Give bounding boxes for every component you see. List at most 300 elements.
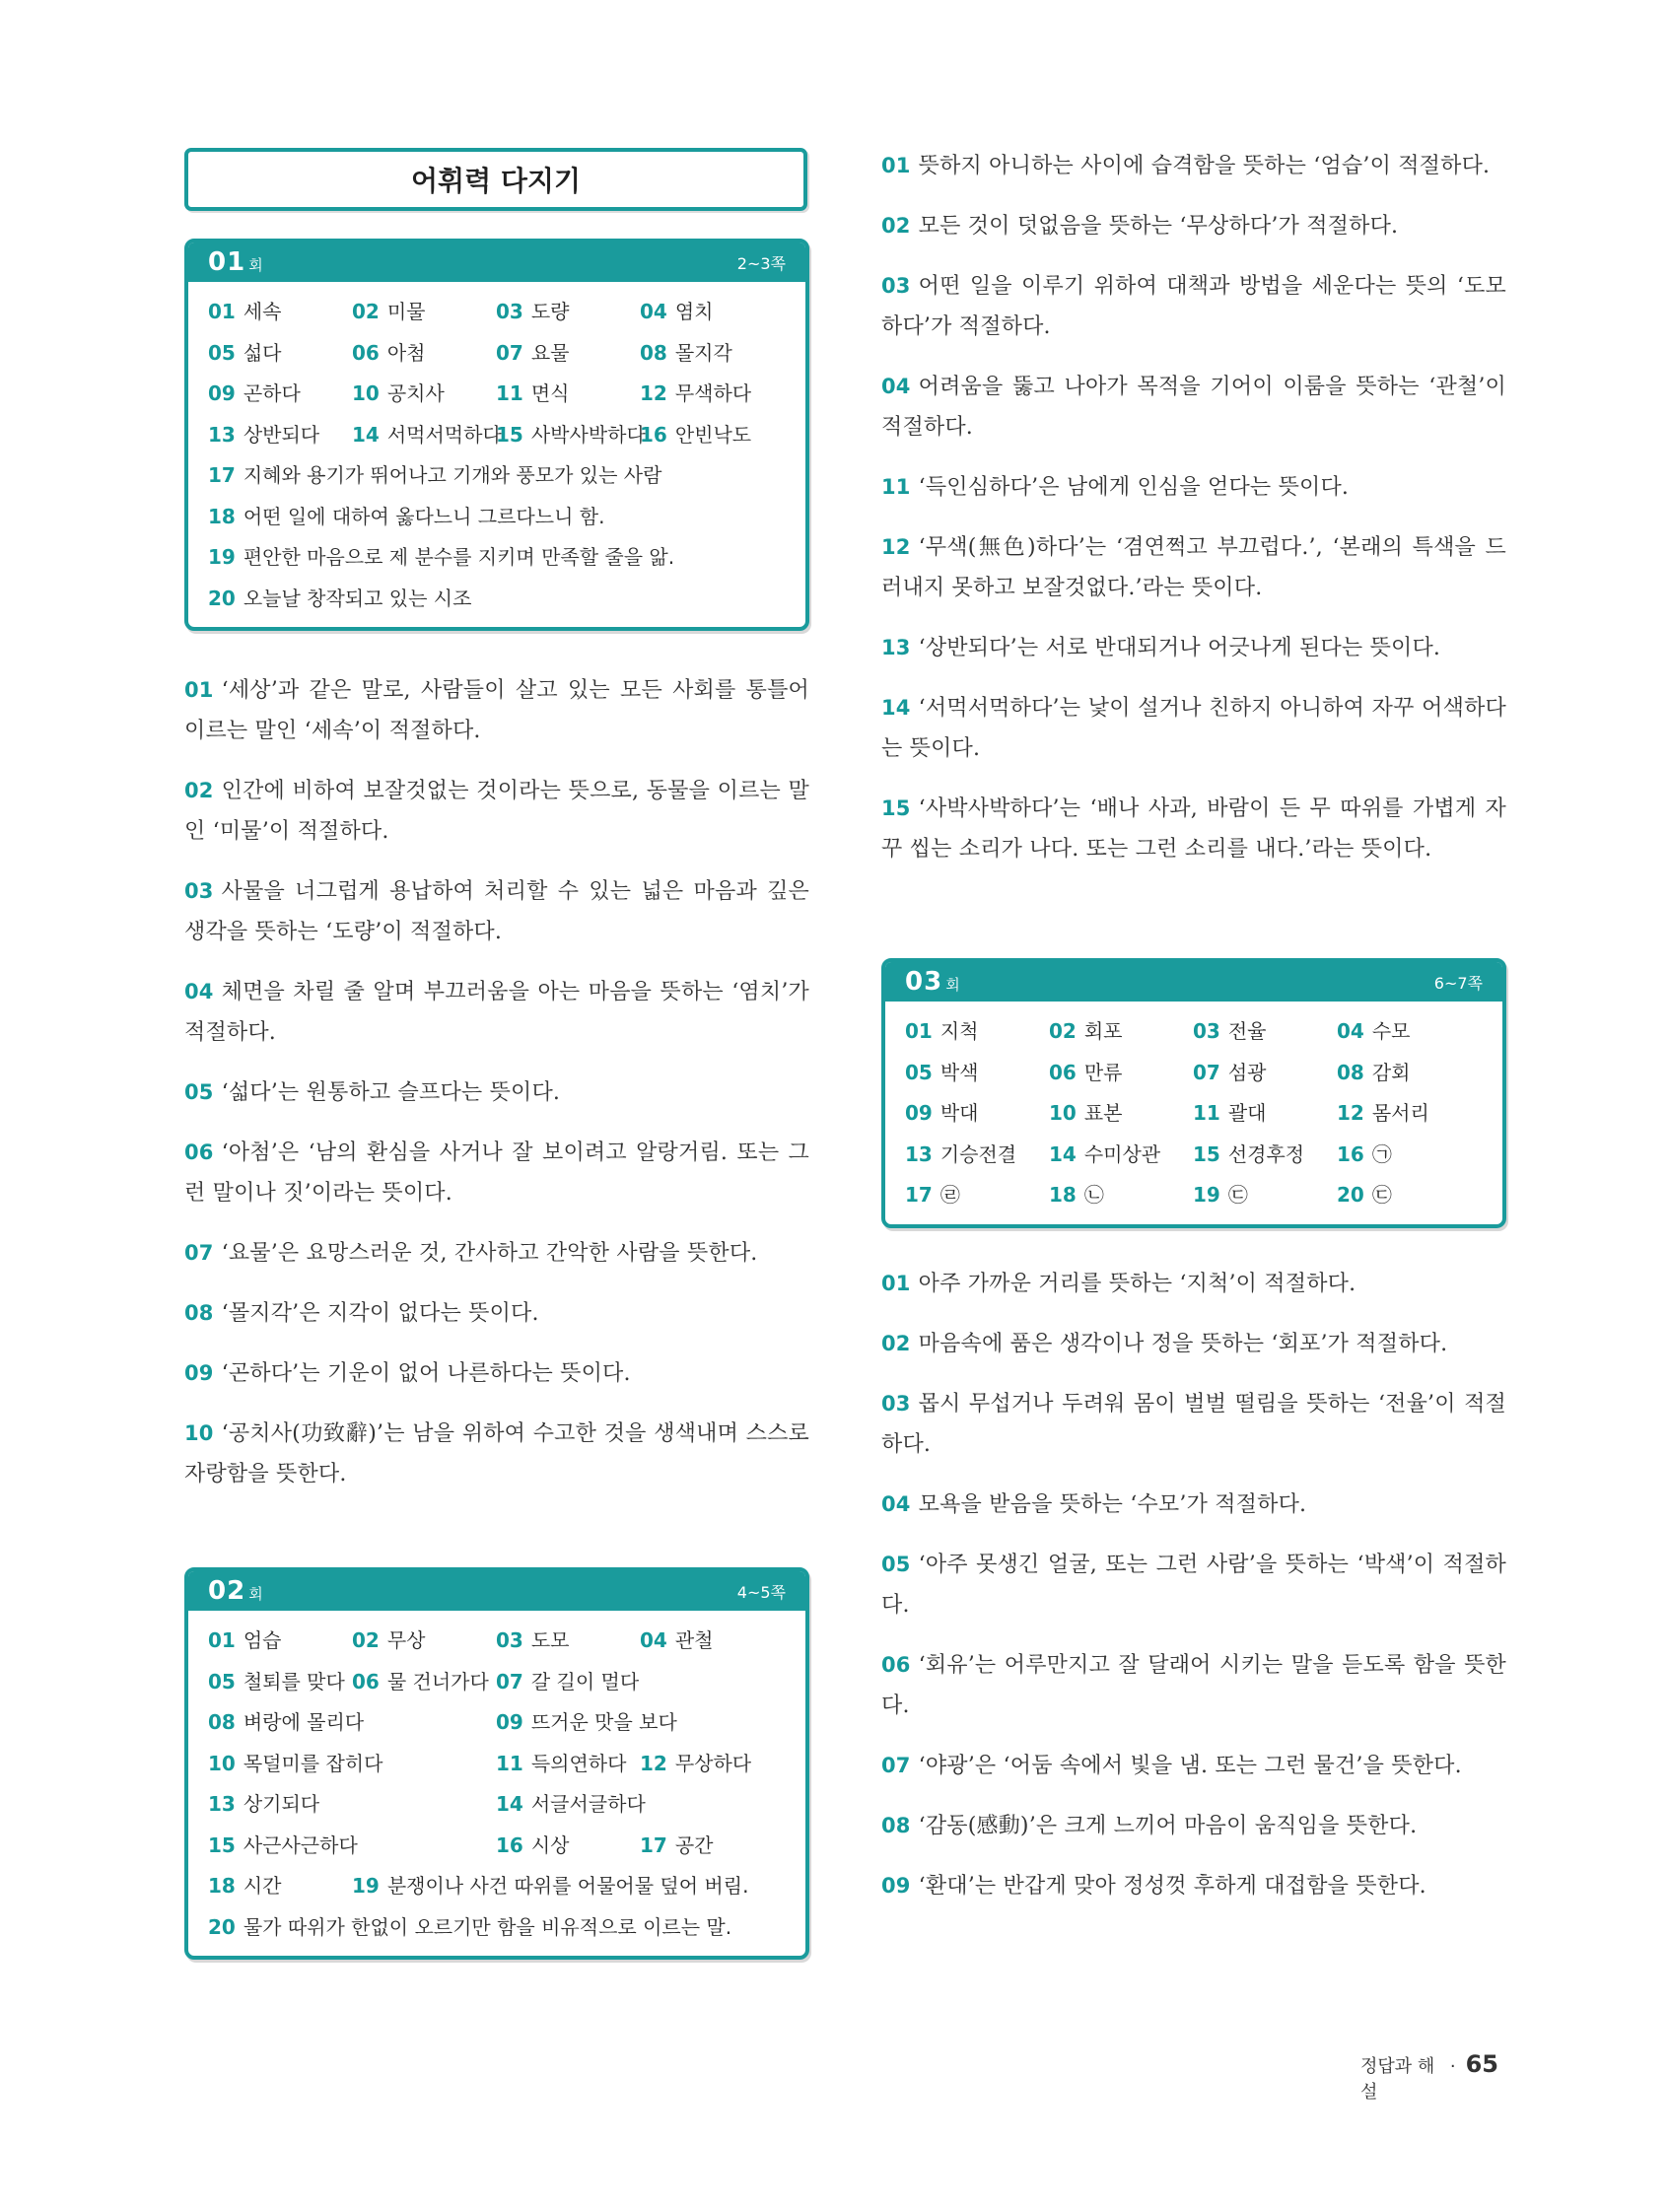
item-number: 03 — [496, 1628, 523, 1653]
answer-row — [905, 1091, 1483, 1133]
item-number: 11 — [1193, 1101, 1220, 1126]
answer-row — [208, 1905, 786, 1947]
round-number: 03 — [905, 967, 943, 997]
item-number: 01 — [208, 1628, 236, 1653]
item-answer: 몰지각 — [674, 340, 732, 365]
item-answer: 물가 따위가 한없이 오르기만 함을 비유적으로 이르는 말. — [243, 1914, 732, 1939]
item-answer: 상기되다 — [243, 1792, 320, 1817]
answer-item — [1049, 1097, 1193, 1126]
item-number: 05 — [208, 1669, 236, 1694]
explanation-number: 03 — [184, 879, 214, 903]
answer-item — [496, 1748, 640, 1776]
item-answer: 표본 — [1083, 1101, 1123, 1126]
item-answer: 관철 — [674, 1628, 714, 1653]
item-number: 06 — [352, 340, 380, 365]
round-label — [905, 967, 960, 997]
item-number: 07 — [496, 1669, 523, 1694]
answer-item — [496, 1788, 784, 1817]
answer-row — [208, 1660, 786, 1701]
explanation-number: 07 — [881, 1753, 911, 1777]
item-number: 03 — [496, 300, 523, 324]
round-02-answer-box — [184, 1567, 809, 1960]
explanation-item — [881, 146, 1506, 186]
round-suffix: 회 — [945, 976, 960, 994]
explanation-item — [881, 467, 1506, 508]
item-answer: 무상하다 — [674, 1751, 752, 1775]
explanation-item — [184, 1133, 809, 1213]
answer-item — [208, 459, 661, 488]
item-number: 19 — [1193, 1183, 1220, 1208]
answer-item — [640, 296, 784, 324]
item-answer: 괄대 — [1227, 1101, 1267, 1126]
answer-grid — [188, 282, 805, 627]
answer-item — [640, 419, 784, 448]
answer-item — [496, 296, 640, 324]
item-answer: 박색 — [939, 1060, 979, 1084]
item-answer: 공간 — [674, 1832, 714, 1857]
round-header — [188, 1571, 805, 1611]
item-answer: 갈 길이 멀다 — [530, 1669, 640, 1694]
explanation-number: 03 — [881, 274, 911, 298]
explanation-text: 모든 것이 덧없음을 뜻하는 ‘무상하다’가 적절하다. — [918, 214, 1399, 239]
explanation-text: ‘섧다’는 원통하고 슬프다는 뜻이다. — [221, 1080, 561, 1105]
page-range: 2~3쪽 — [736, 253, 786, 273]
explanation-text: ‘야광’은 ‘어둠 속에서 빛을 냄. 또는 그런 물건’을 뜻한다. — [918, 1753, 1462, 1778]
item-answer: 물 건너가다 — [386, 1669, 489, 1694]
explanation-number: 02 — [184, 779, 214, 802]
explanation-number: 09 — [184, 1361, 214, 1385]
item-answer: ㉢ — [1227, 1183, 1248, 1208]
explanation-number: 15 — [881, 796, 911, 820]
explanation-number: 02 — [881, 214, 911, 238]
round-suffix: 회 — [248, 1585, 263, 1603]
item-number: 12 — [640, 1751, 667, 1775]
item-number: 02 — [1049, 1019, 1077, 1044]
answer-item — [208, 1624, 352, 1653]
item-answer: 안빈낙도 — [674, 422, 752, 447]
item-answer: 도량 — [530, 300, 570, 324]
explanation-item — [881, 1485, 1506, 1525]
item-answer: 요물 — [530, 340, 570, 365]
explanation-item — [881, 1806, 1506, 1846]
explanation-text: ‘사박사박하다’는 ‘배나 사과, 바람이 든 무 따위를 가볍게 자꾸 씹는 소리가 나다. 또는 그런 소리를 내다.’라는 뜻이다. — [881, 796, 1506, 862]
item-number: 01 — [208, 300, 236, 324]
item-number: 09 — [208, 381, 236, 406]
item-number: 10 — [352, 381, 380, 406]
item-number: 20 — [208, 586, 236, 610]
item-answer: 염치 — [674, 300, 714, 324]
answer-item — [208, 501, 604, 529]
item-answer: 사근사근하다 — [243, 1832, 358, 1857]
explanation-number: 05 — [881, 1552, 911, 1576]
answer-item — [1049, 1139, 1193, 1167]
item-answer: 지혜와 용기가 뛰어나고 기개와 풍모가 있는 사람 — [243, 463, 662, 488]
answer-item — [1049, 1179, 1193, 1208]
answer-item — [1193, 1015, 1337, 1044]
round-header — [188, 242, 805, 282]
footer-label: 정답과 해설 — [1360, 2056, 1435, 2103]
item-number: 18 — [208, 1874, 236, 1899]
explanation-number: 04 — [881, 375, 911, 398]
explanation-text: ‘요물’은 요망스러운 것, 간사하고 간악한 사람을 뜻한다. — [221, 1241, 758, 1266]
item-number: 06 — [1049, 1060, 1077, 1084]
item-number: 04 — [640, 1628, 667, 1653]
answer-item — [496, 1624, 640, 1653]
left-column — [184, 148, 809, 1960]
answer-item — [1193, 1179, 1337, 1208]
answer-grid — [885, 1002, 1502, 1224]
item-number: 10 — [208, 1751, 236, 1775]
item-number: 13 — [208, 422, 236, 447]
explanation-item — [881, 1645, 1506, 1726]
answer-item — [496, 419, 646, 448]
item-number: 17 — [640, 1832, 667, 1857]
round-01-explanations — [184, 670, 809, 1494]
item-number: 04 — [1337, 1019, 1364, 1044]
item-number: 14 — [496, 1792, 523, 1817]
explanation-text: 어떤 일을 이루기 위하여 대책과 방법을 세운다는 뜻의 ‘도모하다’가 적절하다. — [881, 274, 1506, 339]
item-answer: 득의연하다 — [530, 1751, 627, 1775]
explanation-number: 08 — [881, 1813, 911, 1837]
item-number: 20 — [208, 1914, 236, 1939]
explanation-text: 마음속에 품은 생각이나 정을 뜻하는 ‘회포’가 적절하다. — [918, 1331, 1448, 1356]
explanation-item — [184, 972, 809, 1053]
item-number: 11 — [496, 1751, 523, 1775]
answer-item — [496, 378, 640, 406]
answer-row — [208, 495, 786, 536]
explanation-number: 12 — [881, 535, 911, 559]
explanation-text: ‘득인심하다’은 남에게 인심을 얻다는 뜻이다. — [918, 475, 1350, 500]
answer-item — [208, 378, 352, 406]
explanation-item — [881, 206, 1506, 246]
explanation-item — [184, 670, 809, 751]
item-answer: 만류 — [1083, 1060, 1123, 1084]
item-number: 17 — [905, 1183, 933, 1208]
explanation-number: 11 — [881, 475, 911, 499]
explanation-number: 04 — [881, 1491, 911, 1516]
item-number: 07 — [1193, 1060, 1220, 1084]
explanation-text: ‘환대’는 반갑게 맞아 정성껏 후하게 대접함을 뜻한다. — [918, 1873, 1426, 1899]
answer-item — [208, 583, 471, 611]
answer-row — [208, 453, 786, 495]
round-suffix: 회 — [248, 256, 263, 274]
item-answer: 회포 — [1083, 1019, 1123, 1044]
explanation-text: ‘상반되다’는 서로 반대되거나 어긋나게 된다는 뜻이다. — [918, 636, 1441, 660]
item-answer: 섬광 — [1227, 1060, 1267, 1084]
round-03-explanations — [881, 1264, 1506, 1906]
answer-item — [208, 1748, 496, 1776]
explanation-item — [881, 1384, 1506, 1465]
item-number: 19 — [208, 545, 236, 570]
answer-item — [208, 1830, 496, 1858]
item-answer: 수미상관 — [1083, 1141, 1161, 1166]
item-answer: 엄습 — [243, 1628, 282, 1653]
item-answer: 벼랑에 몰리다 — [243, 1710, 365, 1735]
answer-item — [352, 378, 496, 406]
explanation-text: ‘공치사(功致辭)’는 남을 위하여 수고한 것을 생색내며 스스로 자랑함을 뜻한다. — [184, 1421, 809, 1486]
item-number: 02 — [352, 300, 380, 324]
answer-item — [640, 378, 784, 406]
item-answer: 아첨 — [386, 340, 426, 365]
item-answer: 박대 — [939, 1101, 979, 1126]
answer-item — [352, 296, 496, 324]
item-answer: 선경후정 — [1227, 1141, 1305, 1166]
item-number: 09 — [496, 1710, 523, 1735]
answer-item — [1337, 1097, 1481, 1126]
answer-item — [905, 1057, 1049, 1085]
item-number: 18 — [1049, 1183, 1077, 1208]
explanation-text: 뜻하지 아니하는 사이에 습격함을 뜻하는 ‘엄습’이 적절하다. — [918, 154, 1491, 178]
item-answer: 면식 — [530, 381, 570, 406]
page-range: 6~7쪽 — [1433, 973, 1483, 993]
answer-item — [496, 1666, 640, 1694]
answer-item — [1193, 1097, 1337, 1126]
answer-item — [905, 1179, 1049, 1208]
item-number: 16 — [1337, 1141, 1364, 1166]
item-number: 14 — [1049, 1141, 1077, 1166]
explanation-number: 04 — [184, 980, 214, 1003]
answer-row — [905, 1133, 1483, 1174]
item-number: 05 — [208, 340, 236, 365]
item-answer: 감회 — [1371, 1060, 1411, 1084]
answer-item — [1193, 1139, 1337, 1167]
answer-item — [208, 1666, 352, 1694]
answer-item — [496, 337, 640, 366]
explanation-item — [881, 789, 1506, 869]
answer-row — [905, 1051, 1483, 1092]
explanation-text: 사물을 너그럽게 용납하여 처리할 수 있는 넓은 마음과 깊은 생각을 뜻하는 ‘도량’이 적절하다. — [184, 879, 809, 944]
explanation-item — [881, 367, 1506, 448]
answer-item — [208, 419, 352, 448]
item-answer: 어떤 일에 대하여 옳다느니 그르다느니 함. — [243, 504, 605, 528]
item-number: 06 — [352, 1669, 380, 1694]
page-number: 65 — [1465, 2050, 1498, 2078]
item-number: 10 — [1049, 1101, 1077, 1126]
answer-row — [208, 1864, 786, 1905]
explanation-item — [881, 1545, 1506, 1625]
explanation-item — [184, 871, 809, 952]
item-number: 15 — [1193, 1141, 1220, 1166]
item-answer: 도모 — [530, 1628, 570, 1653]
round-label — [208, 247, 263, 277]
answer-row — [208, 1619, 786, 1660]
explanation-text: 인간에 비하여 보잘것없는 것이라는 뜻으로, 동물을 이르는 말인 ‘미물’이 적절하다. — [184, 779, 809, 844]
explanation-item — [881, 1264, 1506, 1304]
answer-item — [905, 1097, 1049, 1126]
item-answer: 지척 — [939, 1019, 979, 1044]
item-number: 12 — [1337, 1101, 1364, 1126]
explanation-number: 02 — [881, 1331, 911, 1355]
item-number: 16 — [640, 422, 667, 447]
explanation-number: 13 — [881, 636, 911, 659]
explanation-item — [184, 1293, 809, 1334]
item-answer: 섧다 — [243, 340, 282, 365]
answer-row — [208, 413, 786, 454]
item-answer: 미물 — [386, 300, 426, 324]
explanation-item — [881, 1324, 1506, 1364]
item-answer: 목덜미를 잡히다 — [243, 1751, 383, 1775]
item-answer: ㉠ — [1371, 1141, 1392, 1166]
answer-row — [208, 1782, 786, 1824]
item-answer: 무상 — [386, 1628, 426, 1653]
item-answer: 서글서글하다 — [530, 1792, 646, 1817]
explanation-number: 06 — [881, 1652, 911, 1677]
item-number: 14 — [352, 422, 380, 447]
item-number: 02 — [352, 1628, 380, 1653]
item-answer: 상반되다 — [243, 422, 320, 447]
explanation-item — [881, 1746, 1506, 1786]
explanation-text: ‘세상’과 같은 말로, 사람들이 살고 있는 모든 사회를 통틀어 이르는 말인 ‘세속’이 적절하다. — [184, 678, 809, 743]
right-column — [881, 146, 1506, 1926]
item-answer: ㉢ — [1371, 1183, 1392, 1208]
answer-row — [208, 1824, 786, 1865]
explanation-text: 모욕을 받음을 뜻하는 ‘수모’가 적절하다. — [918, 1491, 1307, 1517]
answer-item — [640, 337, 784, 366]
item-number: 08 — [640, 340, 667, 365]
answer-item — [208, 337, 352, 366]
item-number: 09 — [905, 1101, 933, 1126]
answer-item — [1337, 1057, 1481, 1085]
explanation-item — [881, 1866, 1506, 1906]
explanation-number: 09 — [881, 1873, 911, 1898]
explanation-text: ‘무색(無色)하다’는 ‘겸연쩍고 부끄럽다.’, ‘본래의 특색을 드러내지 못하고 보잘것없다.’라는 뜻이다. — [881, 535, 1506, 600]
item-answer: 수모 — [1371, 1019, 1411, 1044]
item-answer: 철퇴를 맞다 — [243, 1669, 345, 1694]
answer-item — [352, 419, 502, 448]
answer-item — [1049, 1057, 1193, 1085]
answer-item — [352, 1870, 784, 1899]
item-number: 15 — [496, 422, 523, 447]
section-title: 어휘력 다지기 — [184, 148, 807, 211]
item-number: 20 — [1337, 1183, 1364, 1208]
item-number: 16 — [496, 1832, 523, 1857]
item-answer: 몸서리 — [1371, 1101, 1429, 1126]
item-answer: 공치사 — [386, 381, 445, 406]
item-answer: 서먹서먹하다 — [386, 422, 502, 447]
answer-item — [352, 337, 496, 366]
item-number: 15 — [208, 1832, 236, 1857]
explanation-text: 체면을 차릴 줄 알며 부끄러움을 아는 마음을 뜻하는 ‘염치’가 적절하다. — [184, 980, 809, 1045]
explanation-number: 01 — [184, 678, 214, 702]
answer-item — [352, 1666, 496, 1694]
answer-row — [208, 372, 786, 413]
page-range: 4~5쪽 — [736, 1582, 786, 1602]
explanation-item — [184, 1072, 809, 1113]
explanation-item — [184, 1353, 809, 1394]
answer-item — [208, 1706, 496, 1735]
item-answer: 시간 — [243, 1874, 282, 1899]
answer-item — [1337, 1139, 1481, 1167]
item-number: 04 — [640, 300, 667, 324]
explanation-text: ‘감동(感動)’은 크게 느끼어 마음이 움직임을 뜻한다. — [918, 1813, 1418, 1838]
answer-row — [208, 1700, 786, 1742]
round-header — [885, 962, 1502, 1002]
item-answer: 무색하다 — [674, 381, 752, 406]
explanation-number: 10 — [184, 1421, 214, 1445]
explanation-number: 14 — [881, 696, 911, 720]
answer-item — [905, 1015, 1049, 1044]
explanation-item — [184, 1233, 809, 1274]
answer-row — [208, 577, 786, 618]
explanation-item — [881, 688, 1506, 769]
item-answer: 오늘날 창작되고 있는 시조 — [243, 586, 472, 610]
explanation-text: 몹시 무섭거나 두려워 몸이 벌벌 떨림을 뜻하는 ‘전율’이 적절하다. — [881, 1391, 1506, 1457]
item-number: 13 — [208, 1792, 236, 1817]
round-label — [208, 1576, 263, 1606]
round-02-explanations — [881, 146, 1506, 869]
answer-item — [1337, 1015, 1481, 1044]
item-answer: 세속 — [243, 300, 282, 324]
item-answer: 기승전결 — [939, 1141, 1017, 1166]
page-footer — [1360, 2050, 1498, 2104]
item-number: 11 — [496, 381, 523, 406]
explanation-number: 01 — [881, 1271, 911, 1295]
item-answer: ㉣ — [939, 1183, 960, 1208]
item-answer: 사박사박하다 — [530, 422, 646, 447]
answer-item — [1193, 1057, 1337, 1085]
round-03-answer-box — [881, 958, 1506, 1228]
item-number: 05 — [905, 1060, 933, 1084]
round-number: 01 — [208, 247, 246, 277]
explanation-text: ‘곤하다’는 기운이 없어 나른하다는 뜻이다. — [221, 1361, 631, 1386]
item-answer: 분쟁이나 사건 따위를 어물어물 덮어 버림. — [386, 1874, 749, 1899]
item-number: 07 — [496, 340, 523, 365]
answer-item — [208, 541, 674, 570]
answer-item — [640, 1624, 784, 1653]
answer-item — [208, 1788, 496, 1817]
explanation-number: 03 — [881, 1391, 911, 1416]
footer-dot: · — [1449, 2056, 1456, 2077]
answer-item — [640, 1748, 784, 1776]
item-number: 08 — [208, 1710, 236, 1735]
explanation-number: 06 — [184, 1141, 214, 1164]
item-answer: 시상 — [530, 1832, 570, 1857]
answer-row — [905, 1009, 1483, 1051]
item-number: 17 — [208, 463, 236, 488]
explanation-number: 05 — [184, 1080, 214, 1104]
explanation-text: 어려움을 뚫고 나아가 목적을 기어이 이룸을 뜻하는 ‘관철’이 적절하다. — [881, 375, 1506, 440]
item-number: 01 — [905, 1019, 933, 1044]
answer-item — [1337, 1179, 1481, 1208]
answer-item — [208, 1911, 731, 1940]
answer-grid — [188, 1611, 805, 1956]
explanation-item — [881, 527, 1506, 608]
explanation-text: ‘서먹서먹하다’는 낯이 설거나 친하지 아니하여 자꾸 어색하다는 뜻이다. — [881, 696, 1506, 761]
answer-item — [208, 296, 352, 324]
item-answer: 편안한 마음으로 제 분수를 지키며 만족할 줄을 앎. — [243, 545, 675, 570]
answer-item — [208, 1870, 352, 1899]
answer-row — [208, 535, 786, 577]
explanation-number: 01 — [881, 154, 911, 177]
item-number: 18 — [208, 504, 236, 528]
explanation-text: ‘몰지각’은 지각이 없다는 뜻이다. — [221, 1301, 539, 1326]
explanation-item — [184, 771, 809, 852]
item-number: 03 — [1193, 1019, 1220, 1044]
answer-row — [208, 331, 786, 373]
item-answer: ㉡ — [1083, 1183, 1104, 1208]
explanation-item — [184, 1414, 809, 1494]
answer-row — [208, 1742, 786, 1783]
item-answer: 뜨거운 맛을 보다 — [530, 1710, 677, 1735]
answer-item — [905, 1139, 1049, 1167]
item-number: 19 — [352, 1874, 380, 1899]
explanation-text: ‘아주 못생긴 얼굴, 또는 그런 사람’을 뜻하는 ‘박색’이 적절하다. — [881, 1552, 1506, 1618]
answer-row — [208, 290, 786, 331]
explanation-number: 07 — [184, 1241, 214, 1265]
round-number: 02 — [208, 1576, 246, 1606]
explanation-text: 아주 가까운 거리를 뜻하는 ‘지척’이 적절하다. — [918, 1271, 1356, 1296]
answer-item — [640, 1830, 784, 1858]
